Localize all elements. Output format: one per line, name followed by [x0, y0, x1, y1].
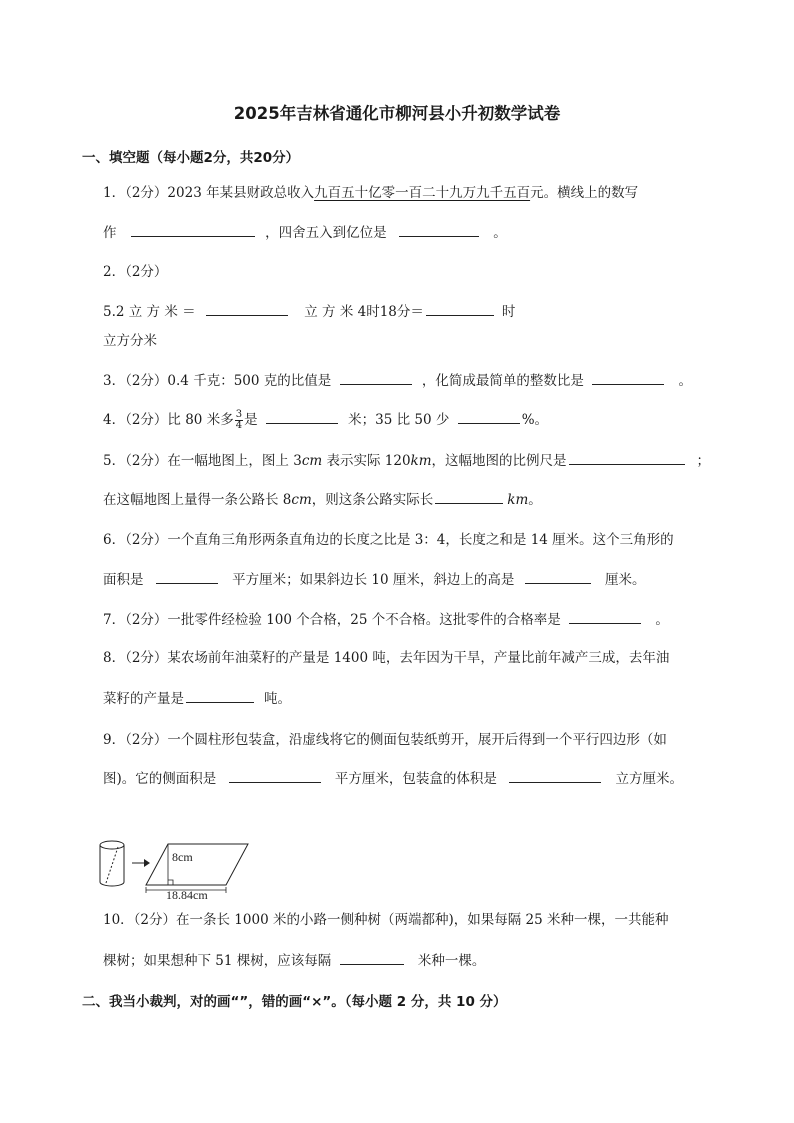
- answer-blank[interactable]: [266, 409, 338, 424]
- question-2-line-3: 立方分米: [103, 333, 157, 349]
- question-1-line-2: 作 ，四舍五入到亿位是 。: [103, 222, 507, 243]
- question-5-line-1: 5．（2分）在一幅地图上，图上 3cm 表示实际 120km，这幅地图的比例尺是 ；: [103, 450, 710, 471]
- question-9-line-1: 9．（2分）一个圆柱形包装盒，沿虚线将它的侧面包装纸剪开，展开后得到一个平行四边形（如: [103, 732, 667, 748]
- answer-blank[interactable]: [156, 569, 218, 584]
- section-heading-true-false: 二、我当小裁判，对的画“”，错的画“×”。（每小题 2 分，共 10 分）: [82, 994, 507, 1010]
- answer-blank[interactable]: [592, 370, 664, 385]
- question-8-line-1: 8．（2分）某农场前年油菜籽的产量是 1400 吨，去年因为干旱，产量比前年减产三成，去年油: [103, 650, 670, 666]
- question-6-line-1: 6．（2分）一个直角三角形两条直角边的长度之比是 3：4，长度之和是 14 厘米。这个三角形的: [103, 532, 674, 548]
- answer-blank[interactable]: [458, 409, 520, 424]
- question-5-line-2: 在这幅地图上量得一条公路长 8cm，则这条公路实际长 km。: [103, 489, 542, 510]
- answer-blank[interactable]: [569, 609, 641, 624]
- question-2-line-1: 2．（2分）: [103, 264, 168, 280]
- cylinder-net-figure: [96, 835, 266, 901]
- answer-blank[interactable]: [569, 450, 685, 465]
- question-10-line-2: 棵树；如果想种下 51 棵树，应该每隔 米种一棵。: [103, 950, 485, 971]
- answer-blank[interactable]: [131, 222, 255, 237]
- answer-blank[interactable]: [340, 370, 412, 385]
- answer-blank[interactable]: [229, 768, 321, 783]
- answer-blank[interactable]: [399, 222, 479, 237]
- figure-height-label: 8cm: [172, 850, 193, 864]
- question-9-line-2: 图)。它的侧面积是 平方厘米，包装盒的体积是 立方厘米。: [103, 768, 683, 789]
- question-4-line: 4．（2分）比 80 米多 $\frac{3}{4}$ 是 米；35 比 50 少 %。: [103, 409, 549, 431]
- underlined-number-text: 九百五十亿零一百二十九万九千五百: [314, 185, 531, 201]
- figure-base-label: 18.84cm: [166, 888, 208, 901]
- answer-blank[interactable]: [340, 950, 404, 965]
- answer-blank[interactable]: [426, 301, 494, 316]
- question-7-line: 7．（2分）一批零件经检验 100 个合格，25 个不合格。这批零件的合格率是 。: [103, 609, 669, 630]
- fraction: $\frac{3}{4}$: [235, 409, 243, 431]
- page-title: 2025年吉林省通化市柳河县小升初数学试卷: [233, 104, 561, 123]
- question-10-line-1: 10．（2分）在一条长 1000 米的小路一侧种树（两端都种)，如果每隔 25 米种一棵，一共能种: [103, 912, 669, 928]
- question-6-line-2: 面积是 平方厘米；如果斜边长 10 厘米，斜边上的高是 厘米。: [103, 569, 645, 590]
- question-8-line-2: 菜籽的产量是 吨。: [103, 688, 291, 709]
- answer-blank[interactable]: [509, 768, 601, 783]
- answer-blank[interactable]: [206, 301, 288, 316]
- parallelogram-shape: [146, 844, 248, 893]
- answer-blank[interactable]: [435, 489, 503, 504]
- answer-blank[interactable]: [186, 688, 254, 703]
- arrow-icon: [132, 859, 150, 867]
- question-2-line-2: 5.2 立 方 米 ＝ 立 方 米 4时18分＝ 时: [103, 301, 515, 322]
- answer-blank[interactable]: [525, 569, 591, 584]
- question-3-line: 3．（2分）0.4 千克：500 克的比值是 ，化简成最简单的整数比是 。: [103, 370, 692, 391]
- cylinder-shape: [100, 841, 124, 886]
- question-1-line-1: 1．（2分）2023 年某县财政总收入九百五十亿零一百二十九万九千五百元。横线上的数写: [103, 185, 639, 201]
- section-heading-fill-blank: 一、填空题（每小题2分，共20分）: [82, 150, 300, 166]
